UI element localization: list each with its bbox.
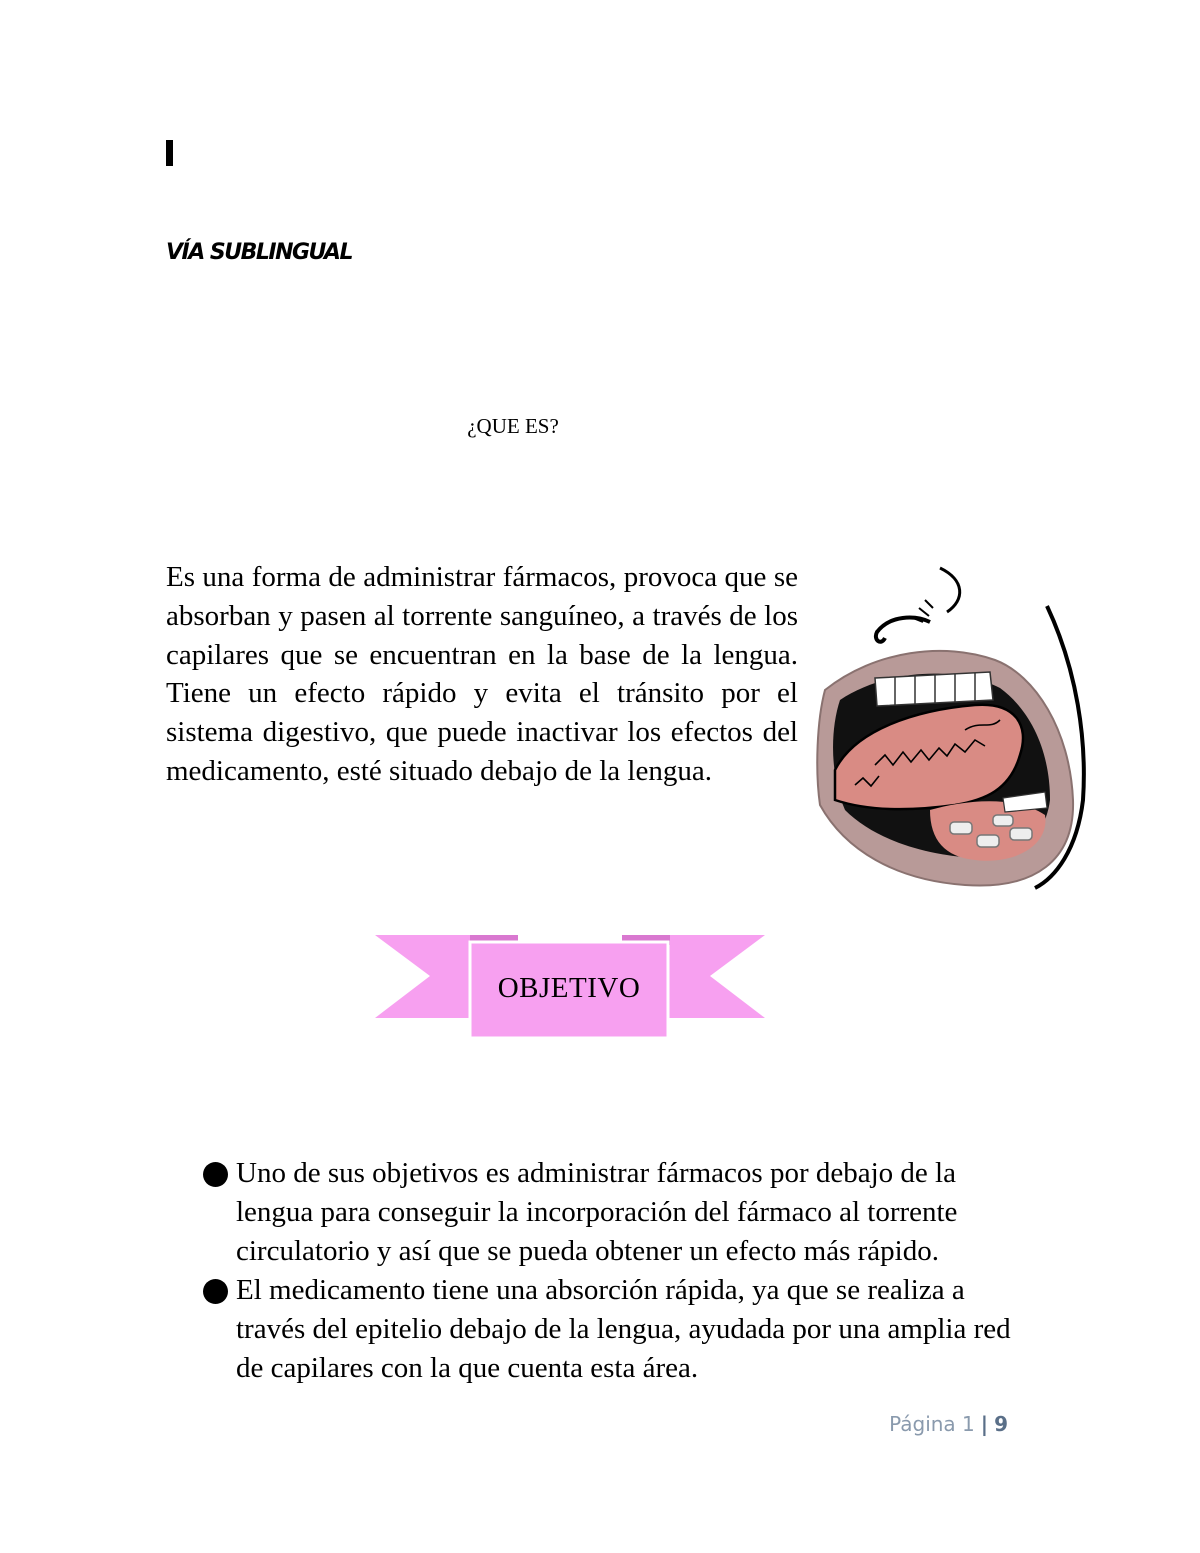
bullet-icon [203,1279,228,1304]
sublingual-mouth-illustration [815,560,1115,895]
question-heading: ¿QUE ES? [467,414,559,438]
total-pages: 9 [994,1412,1008,1436]
objectives-list [200,1154,1040,1388]
intro-paragraph: Es una forma de administrar fármacos, provoca que se absorban y pasen al torrente sanguíneo, a través de los capilares que se encuentran en la base de la lengua. Tiene un efecto rápido y evita el tránsito por el sistema digestivo, que puede inactivar los efectos del medicamento, esté situado debajo de la lengua. [166,561,798,787]
document-title: VÍA SUBLINGUAL [166,240,352,265]
objective-text: El medicamento tiene una absorción rápida, ya que se realiza a través del epitelio debajo de la lengua, ayudada por una amplia red de capilares con la que cuenta esta área. [236,1274,1011,1384]
objective-banner-label: OBJETIVO [497,972,641,1004]
page-footer [889,1412,1008,1436]
objective-text: Uno de sus objetivos es administrar fármacos por debajo de la lengua para conseguir la incorporación del fármaco al torrente circulatorio y así que se pueda obtener un efecto más rápido. [236,1157,958,1267]
list-item [200,1154,1040,1271]
page-number-label: Página 1 [889,1412,975,1436]
list-item [200,1271,1040,1388]
bullet-icon [203,1162,228,1187]
text-cursor-mark [166,140,173,166]
footer-separator: | [980,1412,989,1436]
